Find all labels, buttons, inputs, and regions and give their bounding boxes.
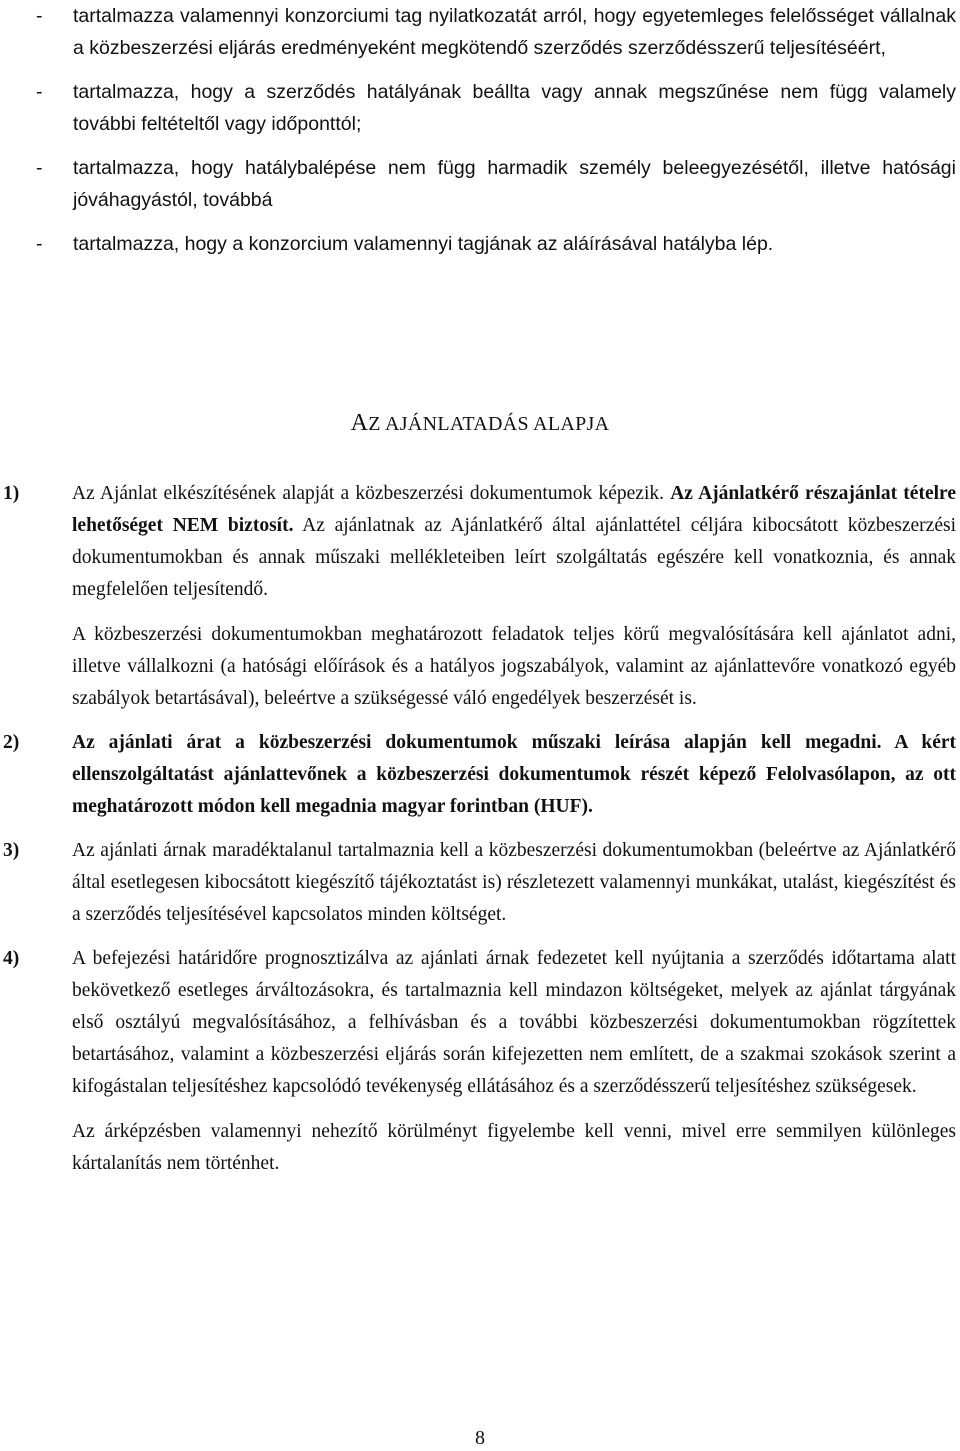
dash-item-text: tartalmazza valamennyi konzorciumi tag nyilatkozatát arról, hogy egyetemleges felelősséget vállalnak a közbeszerzési eljárás eredményeként megkötendő szerződés szerződésszerű teljesítéséért, [73, 5, 956, 59]
dash-item-text: tartalmazza, hogy a konzorcium valamennyi tagjának az aláírásával hatályba lép. [73, 233, 774, 255]
heading-first-word-rest: Z [368, 413, 381, 435]
paragraph-text: Az Ajánlat elkészítésének alapját a közbeszerzési dokumentumok képezik. [72, 483, 671, 504]
dash-list-item [0, 152, 960, 216]
heading-words: AJÁNLATADÁS ALAPJA [385, 413, 610, 435]
heading-first-letter: A [350, 410, 369, 436]
numbered-item-1 [0, 478, 960, 715]
item-number: 1) [3, 483, 20, 504]
numbered-item-4 [0, 943, 960, 1180]
dash-marker: - [36, 157, 43, 179]
numbered-list [0, 478, 960, 1180]
paragraph-text: Az ajánlatnak az Ajánlatkérő által ajánlattétel céljára kibocsátott közbeszerzési dokumentumokban és annak műszaki mellékleteiben leírt szolgáltatás egészére kell vonatkoznia, és annak megfelelően teljesítendő. [72, 515, 956, 600]
bold-statement: Az Ajánlatkérő részajánlat tételre lehetőséget NEM biztosít. [72, 483, 956, 536]
item-paragraph: Az ajánlati árnak maradéktalanul tartalmaznia kell a közbeszerzési dokumentumokban (beleértve az Ajánlatkérő által esetlegesen kibocsátott kiegészítő tájékoztatást is) részletezett valamennyi munkákat, utalást, kiegészítést és a szerződés teljesítésével kapcsolatos minden költséget. [72, 840, 956, 925]
numbered-item-2 [0, 727, 960, 823]
dash-list-item [0, 76, 960, 140]
page-number: 8 [475, 1427, 485, 1449]
item-number: 2) [3, 732, 20, 753]
item-paragraph: Az ajánlati árat a közbeszerzési dokumentumok műszaki leírása alapján kell megadni. A kért ellenszolgáltatást ajánlattevőnek a közbeszerzési dokumentumok részét képező Felolvasólapon, az ott meghatározott módon kell megadnia magyar forintban (HUF). [72, 732, 956, 817]
item-number: 3) [3, 840, 20, 861]
dash-marker: - [36, 5, 43, 27]
item-paragraph: Az árképzésben valamennyi nehezítő körülményt figyelembe kell venni, mivel erre semmilyen különleges kártalanítás nem történhet. [72, 1121, 956, 1174]
dash-marker: - [36, 233, 43, 255]
numbered-item-3 [0, 835, 960, 931]
dash-item-text: tartalmazza, hogy a szerződés hatályának beállta vagy annak megszűnése nem függ valamely további feltételtől vagy időponttól; [73, 81, 956, 135]
item-paragraph: A befejezési határidőre prognosztizálva az ajánlati árnak fedezetet kell nyújtania a szerződés időtartama alatt bekövetkező esetleges árváltozásokra, és tartalmaznia kell mindazon költségeket, melyek az ajánlat tárgyának első osztályú megvalósításához, a felhívásban és a további közbeszerzési dokumentumokban rögzítettek betartásához, valamint a közbeszerzési eljárás során kifejezetten nem említett, de a szakmai szokások szerint a kifogástalan teljesítéshez kapcsolódó tevékenység ellátásához és a szerződésszerű teljesítéshez szükségesek. [72, 948, 956, 1097]
dash-marker: - [36, 81, 43, 103]
item-paragraph: A közbeszerzési dokumentumokban meghatározott feladatok teljes körű megvalósítására kell ajánlatot adni, illetve vállalkozni (a hatósági előírások és a hatályos jogszabályok, valamint az ajánlattevőre vonatkozó egyéb szabályok betartásával), beleértve a szükségessé váló engedélyek beszerzését is. [72, 624, 956, 709]
dash-list-item [0, 228, 960, 260]
dash-list-item [0, 0, 960, 64]
dash-item-text: tartalmazza, hogy hatálybalépése nem függ harmadik személy beleegyezésétől, illetve hatósági jóváhagyástól, továbbá [73, 157, 956, 211]
dash-list [0, 0, 960, 272]
item-paragraph [72, 478, 956, 606]
item-number: 4) [3, 948, 20, 969]
section-heading [0, 410, 960, 437]
